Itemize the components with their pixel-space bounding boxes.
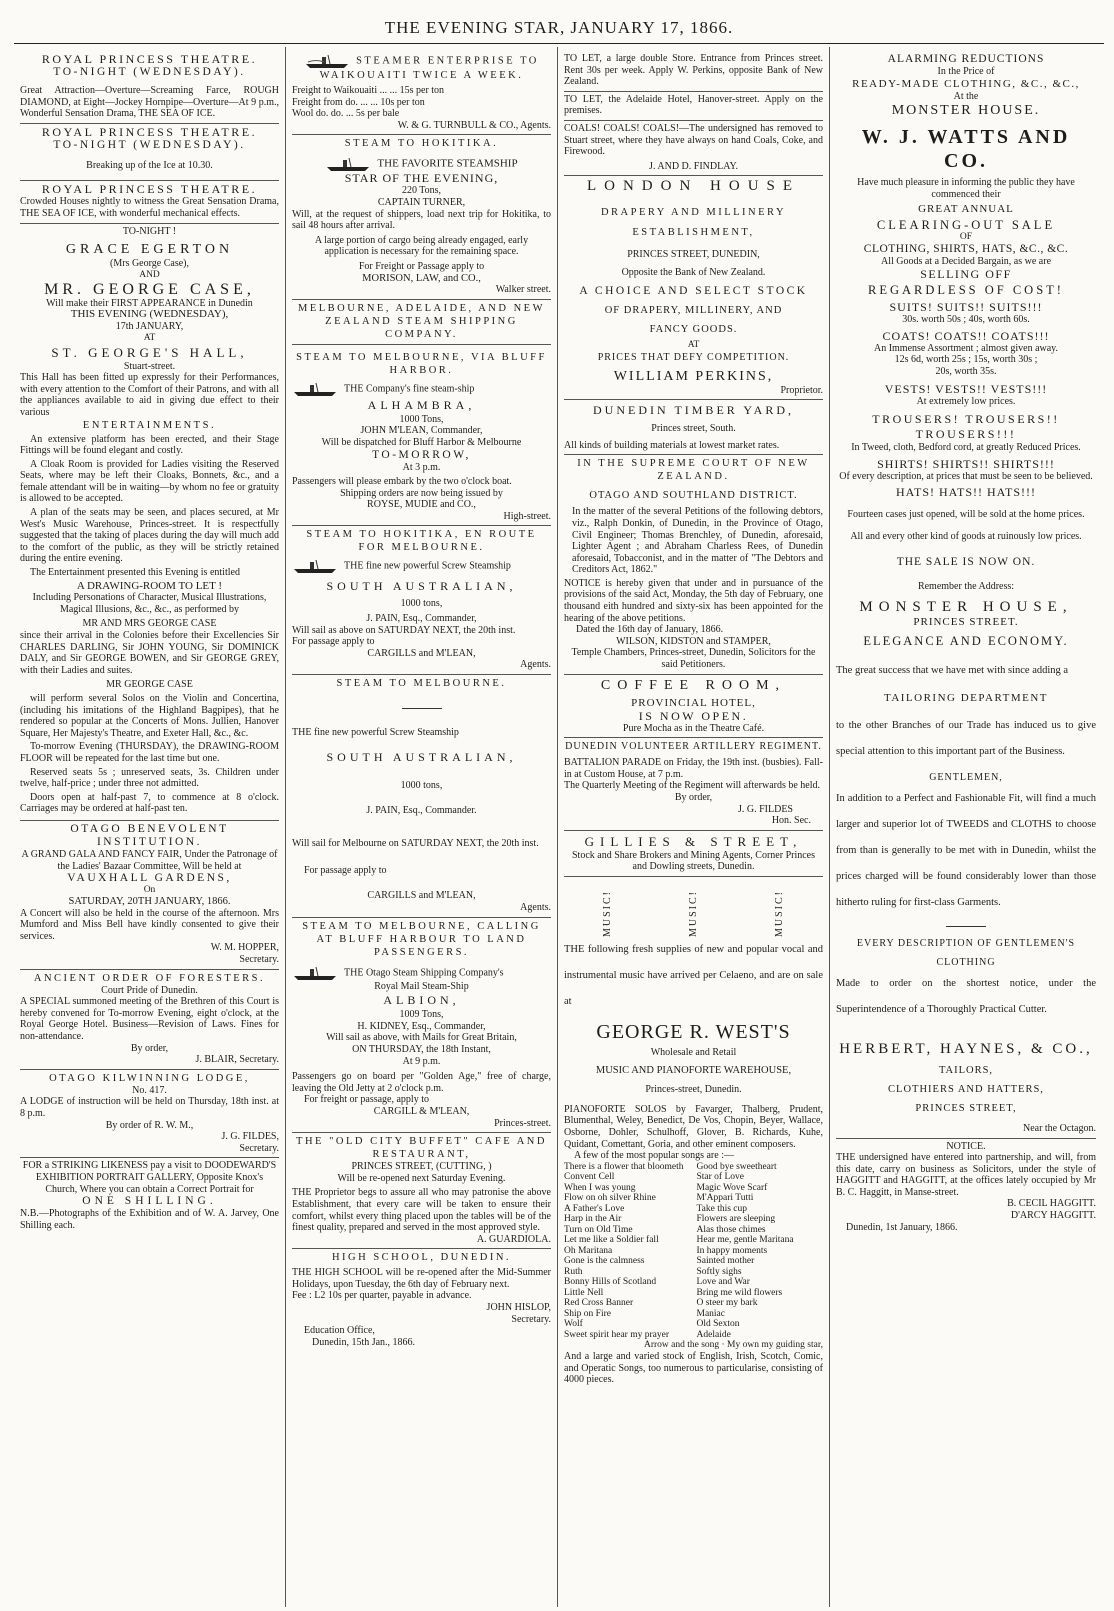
song-item: Hear me, gentle Maritana	[696, 1235, 794, 1246]
song-item: Gone is the calmness	[564, 1256, 645, 1267]
song-item: Good bye sweetheart	[696, 1161, 777, 1172]
alhambra-ad: STEAM TO MELBOURNE, VIA BLUFF HARBOR. THE Company's fine steam-ship ALHAMBRA, 1000 Tons, JOHN M'LEAN, Commander, Will be dispatched for Bluff Harbor & Melbourne TO-MORROW, At 3 p.m. Passengers will please embark by the two o'clock boat. Shipping orders are now being issued by ROYSE, MUDIE and CO., High-street.	[292, 345, 551, 527]
waikouaiti-ad: STEAMER ENTERPRISE TO WAIKOUAITI TWICE A WEEK. Freight to Waikouaiti ... ... 15s per ton Freight from do. ... ... 10s per ton Wool do. do. ... 5s per bale W. & G. TURNBULL & CO., Agents.	[292, 51, 551, 135]
kilwinning-ad: OTAGO KILWINNING LODGE, No. 417. A LODGE of instruction will be held on Thursday, 18th inst. at 8 p.m. By order of R. W. M., J. G. FILDES, Secretary.	[20, 1070, 279, 1159]
song-item: Let me like a Soldier fall	[564, 1235, 659, 1246]
song-item: Bonny Hills of Scotland	[564, 1277, 657, 1288]
column-3	[558, 47, 830, 1607]
song-item: M'Appari Tutti	[696, 1193, 754, 1204]
song-list	[564, 1162, 823, 1341]
west-music-ad: MUSIC! MUSIC! MUSIC! THE following fresh supplies of new and popular vocal and instrumental music have arrived per Celaeno, and are on sale at GEORGE R. WEST'S Wholesale and Retail MUSIC AND PIANOFORTE WAREHOUSE, Princes-street, Dunedin. PIANOFORTE SOLOS by Favarger, Thalberg, Prudent, Blumenthal, Weley, Benedict, De Vos, Chopin, Beyer, Wallace, Osborne, Dohler, Schulhoff, Glover, B. Richards, Kuhe, Quidant, Comettant, Goria, and other eminent composers. A few of the most popular songs are :— There is a flower that bloometh Good bye sweetheart Convent Cell Star of Love When I was young Magic Wove Scarf Flow on oh silver Rhine M'Appari Tutti A Father's Love Take this cup Harp in the Air Flowers are sleeping Turn on Old Time Alas those chimes Let me like a Soldier fall Hear me, gentle Maritana Oh Maritana In happy moments Gone is the calmness Sainted mother Ruth Softly sighs Bonny Hills of Scotland Love and War Little Nell Bring me wild flowers Red Cross Banner O steer my bark Ship on Fire Maniac Wolf Old Sexton Sweet spirit hear my prayer Adelaide Arrow and the song · My own my guiding star, And a large and varied stock of English, Irish, Scotch, Comic, and Operatic Songs, too numerous to particularise, consisting of 4000 pieces.	[564, 877, 823, 1389]
song-item: Ruth	[564, 1266, 583, 1277]
song-item: Harp in the Air	[564, 1214, 622, 1225]
steamship-icon	[325, 156, 373, 172]
benevolent-ad: OTAGO BENEVOLENT INSTITUTION. A GRAND GALA AND FANCY FAIR, Under the Patronage of the Ladies' Bazaar Committee, Will be held at VAUXHALL GARDENS, On SATURDAY, 20TH JANUARY, 1866. A Concert will also be held in the course of the afternoon. Mrs Mumford and Miss Bell have kindly consented to give their services. W. M. HOPPER, Secretary.	[20, 821, 279, 970]
albion-ad: STEAM TO MELBOURNE, CALLING AT BLUFF HARBOUR TO LAND PASSENGERS. THE Otago Steam Shipping Company's Royal Mail Steam-Ship ALBION, 1009 Tons, H. KIDNEY, Esq., Commander, Will sail as above, with Mails for Great Britain, ON THURSDAY, the 18th Instant, At 9 p.m. Passengers go on board per "Golden Age," free of charge, leaving the Old Jetty at 2 o'clock p.m. For freight or passage, apply to CARGILL & M'LEAN, Princes-street.	[292, 918, 551, 1134]
song-item: Convent Cell	[564, 1172, 615, 1183]
london-house-ad: LONDON HOUSE DRAPERY AND MILLINERY ESTABLISHMENT, PRINCES STREET, DUNEDIN, Opposite the Bank of New Zealand. A CHOICE AND SELECT STOCK OF DRAPERY, MILLINERY, AND FANCY GOODS. AT PRICES THAT DEFY COMPETITION. WILLIAM PERKINS, Proprietor.	[564, 176, 823, 400]
monster-house-ad: ALARMING REDUCTIONS In the Price of READY-MADE CLOTHING, &C., &C., At the MONSTER HOUSE. W. J. WATTS AND CO. Have much pleasure in informing the public they have commenced their GREAT ANNUAL CLEARING-OUT SALE OF CLOTHING, SHIRTS, HATS, &C., &C. All Goods at a Decided Bargain, as we are SELLING OFF REGARDLESS OF COST! SUITS! SUITS!! SUITS!!! 30s. worth 50s ; 40s, worth 60s. COATS! COATS!! COATS!!! An Immense Assortment ; almost given away. 12s 6d, worth 25s ; 15s, worth 30s ; 20s, worth 35s. VESTS! VESTS!! VESTS!!! At extremely low prices. TROUSERS! TROUSERS!! TROUSERS!!! In Tweed, cloth, Bedford cord, at greatly Reduced Prices. SHIRTS! SHIRTS!! SHIRTS!!! Of every description, at prices that must be seen to be believed. HATS! HATS!! HATS!!! Fourteen cases just opened, will be sold at the home prices. All and every other kind of goods at ruinously low prices. THE SALE IS NOW ON. Remember the Address: MONSTER HOUSE, PRINCES STREET. ELEGANCE AND ECONOMY. The great success that we have met with since adding a TAILORING DEPARTMENT to the other Branches of our Trade has induced us to give special attention to this important part of the Business. GENTLEMEN, In addition to a Perfect and Fashionable Fit, will find a much larger and superior lot of TWEEDS and CLOTHS to choose from than is generally to be met with in Dunedin, whilst the prices charged will be found considerably lower than those hitherto ruling for first-class Garments. EVERY DESCRIPTION OF GENTLEMEN'S CLOTHING Made to order on the shortest notice, under the Superintendence of a Thoroughly Practical Cutter. HERBERT, HAYNES, & CO., TAILORS, CLOTHIERS AND HATTERS, PRINCES STREET, Near the Octagon.	[836, 51, 1096, 1139]
song-item: O steer my bark	[696, 1298, 758, 1309]
to-let-store: TO LET, a large double Store. Entrance from Princes street. Rent 30s per week. Apply W. Perkins, opposite Bank of New Zealand.	[564, 51, 823, 92]
rule	[402, 708, 442, 709]
song-item: Alas those chimes	[696, 1224, 766, 1235]
song-item: Bring me wild flowers	[696, 1287, 783, 1298]
column-1	[14, 47, 286, 1607]
steamship-icon	[292, 965, 340, 981]
song-item: Softly sighs	[696, 1266, 742, 1277]
song-item: Take this cup	[696, 1203, 748, 1214]
artillery-ad: DUNEDIN VOLUNTEER ARTILLERY REGIMENT. BATTALION PARADE on Friday, the 19th inst. (busbies). Fall-in at Custom House, at 7 p.m. The Quarterly Meeting of the Regiment will afterwards be held. By order, J. G. FILDES Hon. Sec.	[564, 738, 823, 831]
song-item: Star of Love	[696, 1172, 744, 1183]
music-banner: MUSIC! MUSIC! MUSIC!	[601, 889, 786, 937]
theatre-ad-3: ROYAL PRINCESS THEATRE. Crowded Houses nightly to witness the Great Sensation Drama, THE SEA OF ICE, with wonderful mechanical effects.	[20, 181, 279, 223]
song-item: Flowers are sleeping	[696, 1214, 776, 1225]
gillies-street-ad: GILLIES & STREET, Stock and Share Brokers and Mining Agents, Corner Princes and Dowling streets, Dunedin.	[564, 831, 823, 877]
rule	[946, 926, 986, 927]
song-item: Oh Maritana	[564, 1245, 613, 1256]
coffee-room-ad: COFFEE ROOM, PROVINCIAL HOTEL, IS NOW OPEN. Pure Mocha as in the Theatre Café.	[564, 675, 823, 739]
steamship-icon	[304, 53, 352, 69]
buffet-ad: THE "OLD CITY BUFFET" CAFE AND RESTAURANT, PRINCES STREET, (CUTTING, ) Will be re-opened next Saturday Evening. THE Proprietor begs to assure all who may patronise the above Establishment, that every care will be taken to ensure their comfort, whilst every thing placed upon the tables will be of the finest quality, prepared and served in the most approved style. A. GUARDIOLA.	[292, 1133, 551, 1249]
song-item: Little Nell	[564, 1287, 604, 1298]
south-australian-ad-2: STEAM TO MELBOURNE. THE fine new powerful Screw Steamship SOUTH AUSTRALIAN, 1000 tons, J. PAIN, Esq., Commander. Will sail for Melbourne on SATURDAY NEXT, the 20th inst. For passage apply to CARGILLS and M'LEAN, Agents.	[292, 675, 551, 918]
song-item: Sainted mother	[696, 1256, 755, 1267]
column-2	[286, 47, 558, 1607]
theatre-ad-2: ROYAL PRINCESS THEATRE. TO-NIGHT (WEDNESDAY). Breaking up of the Ice at 10.30.	[20, 124, 279, 182]
theatre-ad-1: ROYAL PRINCESS THEATRE. TO-NIGHT (WEDNESDAY). Great Attraction—Overture—Screaming Farce, ROUGH DIAMOND, at Eight—Jockey Hornpipe—Overture—At 9 p.m., Wonderful Sensation Drama, THE SEA OF ICE.	[20, 51, 279, 124]
melbourne-company: MELBOURNE, ADELAIDE, AND NEW ZEALAND STEAM SHIPPING COMPANY.	[292, 300, 551, 345]
steamship-icon	[292, 558, 340, 574]
to-let-hotel: TO LET, the Adelaide Hotel, Hanover-street. Apply on the premises.	[564, 92, 823, 121]
foresters-ad: ANCIENT ORDER OF FORESTERS. Court Pride of Dunedin. A SPECIAL summoned meeting of the Brethren of this Court is hereby convened for To-morrow Evening, eight o'clock, at the Royal George Hotel. Business—Revision of Laws. Fines for non-attendance. By order, J. BLAIR, Secretary.	[20, 970, 279, 1070]
song-item: Ship on Fire	[564, 1308, 611, 1319]
song-item: Wolf	[564, 1319, 583, 1330]
song-item: Red Cross Banner	[564, 1298, 634, 1309]
portrait-ad: FOR a STRIKING LIKENESS pay a visit to DOODEWARD'S EXHIBITION PORTRAIT GALLERY, Opposite Knox's Church, Where you can obtain a Correct Portrait for ONE SHILLING. N.B.—Photographs of the Exhibition and of W. A. Jarvey, One Shilling each.	[20, 1160, 279, 1231]
timber-yard-ad: DUNEDIN TIMBER YARD, Princes street, South. All kinds of building materials at lowest market rates.	[564, 400, 823, 455]
high-school-ad: HIGH SCHOOL, DUNEDIN. THE HIGH SCHOOL will be re-opened after the Mid-Summer Holidays, upon Tuesday, the 6th day of February next. Fee : L2 10s per quarter, payable in advance. JOHN HISLOP, Secretary. Education Office, Dunedin, 15th Jan., 1866.	[292, 1252, 551, 1348]
song-item: Magic Wove Scarf	[696, 1182, 768, 1193]
steamship-icon	[292, 381, 340, 397]
song-item: Old Sexton	[696, 1319, 740, 1330]
song-item: Turn on Old Time	[564, 1224, 633, 1235]
hokitika-ad: STEAM TO HOKITIKA. THE FAVORITE STEAMSHIP STAR OF THE EVENING, 220 Tons, CAPTAIN TURNER, Will, at the request of shippers, load next trip for Hokitika, to sail 48 hours after arrival. A large portion of cargo being already engaged, early application is necessary for the remaining space. For Freight or Passage apply to MORISON, LAW, and CO., Walker street.	[292, 135, 551, 299]
song-item: When I was young	[564, 1182, 636, 1193]
coals-ad: COALS! COALS! COALS!—The undersigned has removed to Stuart street, where they have always on hand Coals, Coke, and Firewood. J. AND D. FINDLAY.	[564, 121, 823, 176]
song-item: In happy moments	[696, 1245, 768, 1256]
song-item: Love and War	[696, 1277, 750, 1288]
song-item: Maniac	[696, 1308, 725, 1319]
south-australian-ad-1: STEAM TO HOKITIKA, EN ROUTE FOR MELBOURNE. THE fine new powerful Screw Steamship SOUTH AUSTRALIAN, 1000 tons, J. PAIN, Esq., Commander, Will sail as above on SATURDAY NEXT, the 20th inst. For passage apply to CARGILLS and M'LEAN, Agents.	[292, 526, 551, 675]
column-4	[830, 47, 1102, 1607]
masthead: THE EVENING STAR, JANUARY 17, 1866.	[14, 18, 1104, 44]
george-case-ad: TO-NIGHT ! GRACE EGERTON (Mrs George Case), AND MR. GEORGE CASE, Will make their FIRST APPEARANCE in Dunedin THIS EVENING (WEDNESDAY), 17th JANUARY, AT ST. GEORGE'S HALL, Stuart-street. This Hall has been fitted up expressly for their Performances, with every attention to the Comfort of their Patrons, and with all the appliances available to aid in giving due effect to their various ENTERTAINMENTS. An extensive platform has been erected, and their Stage Fittings will be found elegant and costly. A Cloak Room is provided for Ladies visiting the Reserved Seats, where may be left their Cloaks, Bonnets, &c., and a female attendant will be in waiting—by whom no fee or gratuity is allowed to be accepted. A plan of the seats may be seen, and places secured, at Mr West's Music Warehouse, Princes-street. It is respectfully suggested that the taking of places during the day will much add to the comfort of the public, as they will be strictly retained during the entire evening. The Entertainment presented this Evening is entitled A DRAWING-ROOM TO LET ! Including Personations of Character, Musical Illustrations, Magical Illusions, &c., &c., as performed by MR AND MRS GEORGE CASE since their arrival in the Colonies before their Excellencies Sir CHARLES DARLING, Sir JOHN YOUNG, Sir DOMINICK DALY, and Sir GEORGE BOWEN, and Sir GEORGE GREY, with their Ladies and suites. MR GEORGE CASE will perform several Solos on the Violin and Concertina, (including his imitations of the Highland Bagpipes), that he rendered so popular at the Concerts of Mons. Jullien, Hanover Square, Her Majesty's Theatre, and Exeter Hall, &c., &c. To-morrow Evening (THURSDAY), the DRAWING-ROOM FLOOR will be repeated for the last time but one. Reserved seats 5s ; unreserved seats, 3s. Children under twelve, half-price ; under three not admitted. Doors open at half-past 7, to commence at 8 o'clock. Carriages may be ordered at half-past ten.	[20, 224, 279, 821]
song-item: Flow on oh silver Rhine	[564, 1193, 656, 1204]
song-item: Adelaide	[696, 1329, 731, 1340]
song-item: A Father's Love	[564, 1203, 625, 1214]
supreme-court-notice: IN THE SUPREME COURT OF NEW ZEALAND. OTAGO AND SOUTHLAND DISTRICT. In the matter of the several Petitions of the following debtors, viz., Ralph Donkin, of Dunedin, in the Province of Otago, Civil Engineer; Thomas Brenchley, of Dunedin, aforesaid, Lighter Agent ; and Abraham Charless Rees, of Dunedin aforesaid, Tobacconist, and in the matter of "The Debtors and Creditors Act, 1862." NOTICE is hereby given that under and in pursuance of the provisions of the said Act, Monday, the 5th day of February, one thousand eith hundred and sixty-six has been appointed for the hearing of the above petitions. Dated the 16th day of January, 1866. WILSON, KIDSTON and STAMPER, Temple Chambers, Princes-street, Dunedin, Solicitors for the said Petitioners.	[564, 455, 823, 674]
song-item: Sweet spirit hear my prayer	[564, 1329, 669, 1340]
song-item: There is a flower that bloometh	[564, 1161, 684, 1172]
partnership-notice: NOTICE. THE undersigned have entered into partnership, and will, from this date, carry on business as Solicitors, under the style of HAGGITT and HAGGITT, at the offices lately occupied by Mr B. C. Haggitt, in Manse-street. B. CECIL HAGGITT. D'ARCY HAGGITT. Dunedin, 1st January, 1866.	[836, 1140, 1096, 1233]
